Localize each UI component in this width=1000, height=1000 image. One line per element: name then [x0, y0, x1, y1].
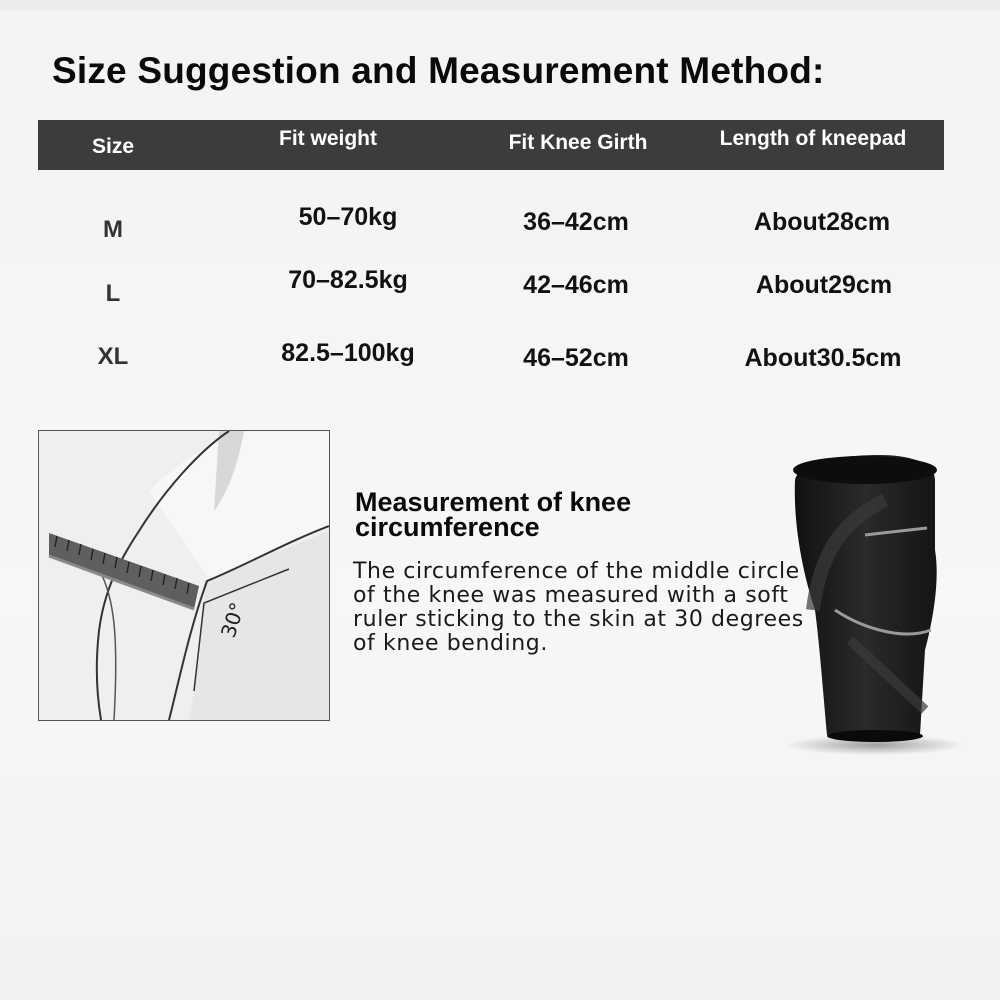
weight-cell: 50–70kg [298, 203, 398, 231]
length-cell: About30.5cm [744, 344, 902, 372]
knee-sleeve-icon [775, 440, 975, 770]
girth-cell: 46–52cm [523, 344, 629, 372]
header-fit-weight: Fit weight [279, 127, 377, 150]
girth-cell: 36–42cm [523, 208, 629, 236]
top-strip [0, 0, 1000, 10]
measurement-title: Measurement of knee circumference [355, 487, 632, 542]
length-cell: About28cm [753, 208, 891, 236]
knee-measurement-diagram-icon [38, 430, 330, 721]
weight-cell: 82.5–100kg [281, 339, 415, 367]
girth-cell: 42–46cm [523, 271, 629, 299]
angle-label: 30° [215, 599, 250, 641]
header-kneepad-length: Length of kneepad [719, 127, 907, 150]
size-table-header [38, 120, 944, 170]
size-cell: XL [97, 343, 129, 370]
page-title: Size Suggestion and Measurement Method: [52, 50, 825, 91]
length-cell: About29cm [755, 271, 893, 299]
size-cell: L [105, 280, 121, 307]
weight-cell: 70–82.5kg [288, 266, 408, 294]
header-knee-girth: Fit Knee Girth [508, 131, 648, 154]
size-cell: M [103, 216, 123, 243]
header-size: Size [91, 135, 135, 158]
measurement-description: The circumference of the middle circle of the knee was measured with a soft ruler sticking to the skin at 30 degrees of knee bending. [353, 559, 804, 656]
